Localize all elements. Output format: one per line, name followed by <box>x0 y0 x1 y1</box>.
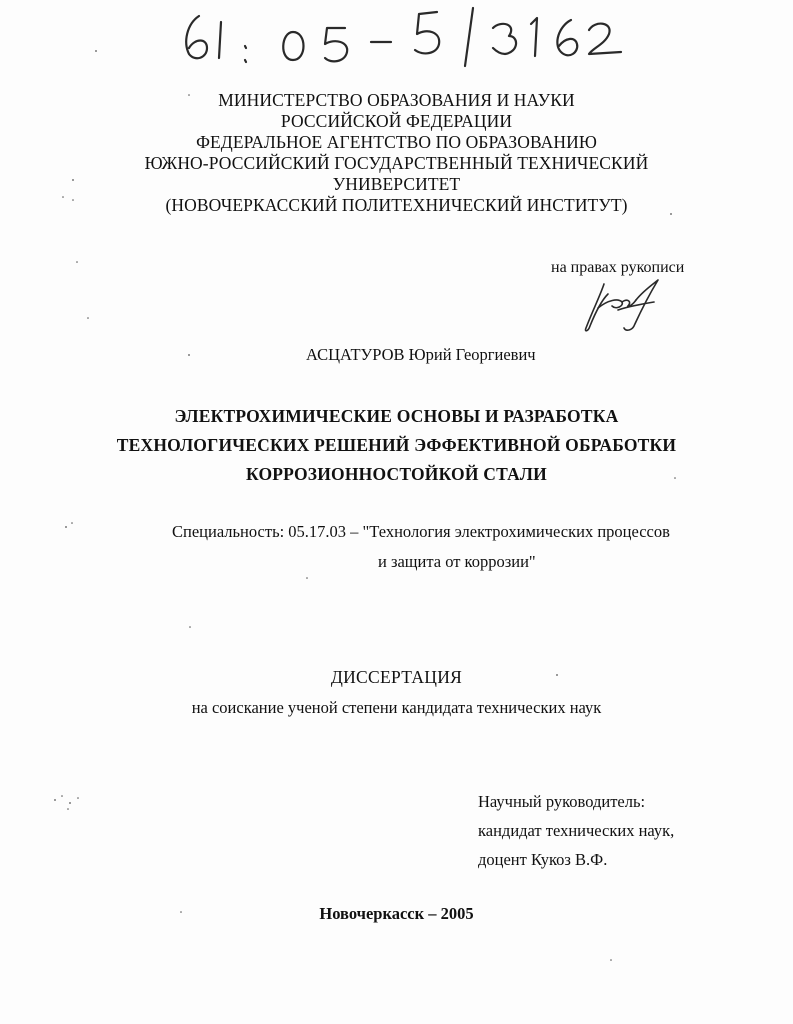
title-line: ТЕХНОЛОГИЧЕСКИХ РЕШЕНИЙ ЭФФЕКТИВНОЙ ОБРАБОТКИ <box>116 435 677 455</box>
supervisor-label: Научный руководитель: <box>478 792 646 811</box>
manuscript-rights-note: на правах рукописи <box>551 259 685 276</box>
ministry-line: ЮЖНО-РОССИЙСКИЙ ГОСУДАРСТВЕННЫЙ ТЕХНИЧЕСКИЙ <box>144 153 649 173</box>
dissertation-title <box>0 402 793 489</box>
handwritten-archive-code <box>175 2 645 72</box>
ministry-header <box>0 90 793 216</box>
degree-subtitle: на соискание ученой степени кандидата технических наук <box>191 698 602 717</box>
title-line: КОРРОЗИОННОСТОЙКОЙ СТАЛИ <box>246 464 547 484</box>
specialty-line: Специальность: 05.17.03 – "Технология электрохимических процессов <box>172 522 670 541</box>
supervisor-block <box>478 787 674 874</box>
ministry-line: РОССИЙСКОЙ ФЕДЕРАЦИИ <box>280 111 513 131</box>
dissertation-heading: ДИССЕРТАЦИЯ <box>330 667 463 687</box>
author-name: АСЦАТУРОВ Юрий Георгиевич <box>306 345 536 364</box>
specialty-line-continued: и защита от коррозии" <box>378 552 536 571</box>
supervisor-name: доцент Кукоз В.Ф. <box>478 850 608 869</box>
city-year: Новочеркасск – 2005 <box>319 904 474 923</box>
ministry-line: (НОВОЧЕРКАССКИЙ ПОЛИТЕХНИЧЕСКИЙ ИНСТИТУТ) <box>165 195 628 215</box>
ministry-line: МИНИСТЕРСТВО ОБРАЗОВАНИЯ И НАУКИ <box>218 90 575 110</box>
supervisor-degree: кандидат технических наук, <box>478 821 675 840</box>
ministry-line: ФЕДЕРАЛЬНОЕ АГЕНТСТВО ПО ОБРАЗОВАНИЮ <box>196 132 597 152</box>
ministry-line: УНИВЕРСИТЕТ <box>332 174 461 194</box>
signature <box>578 276 662 334</box>
title-line: ЭЛЕКТРОХИМИЧЕСКИЕ ОСНОВЫ И РАЗРАБОТКА <box>174 406 619 426</box>
